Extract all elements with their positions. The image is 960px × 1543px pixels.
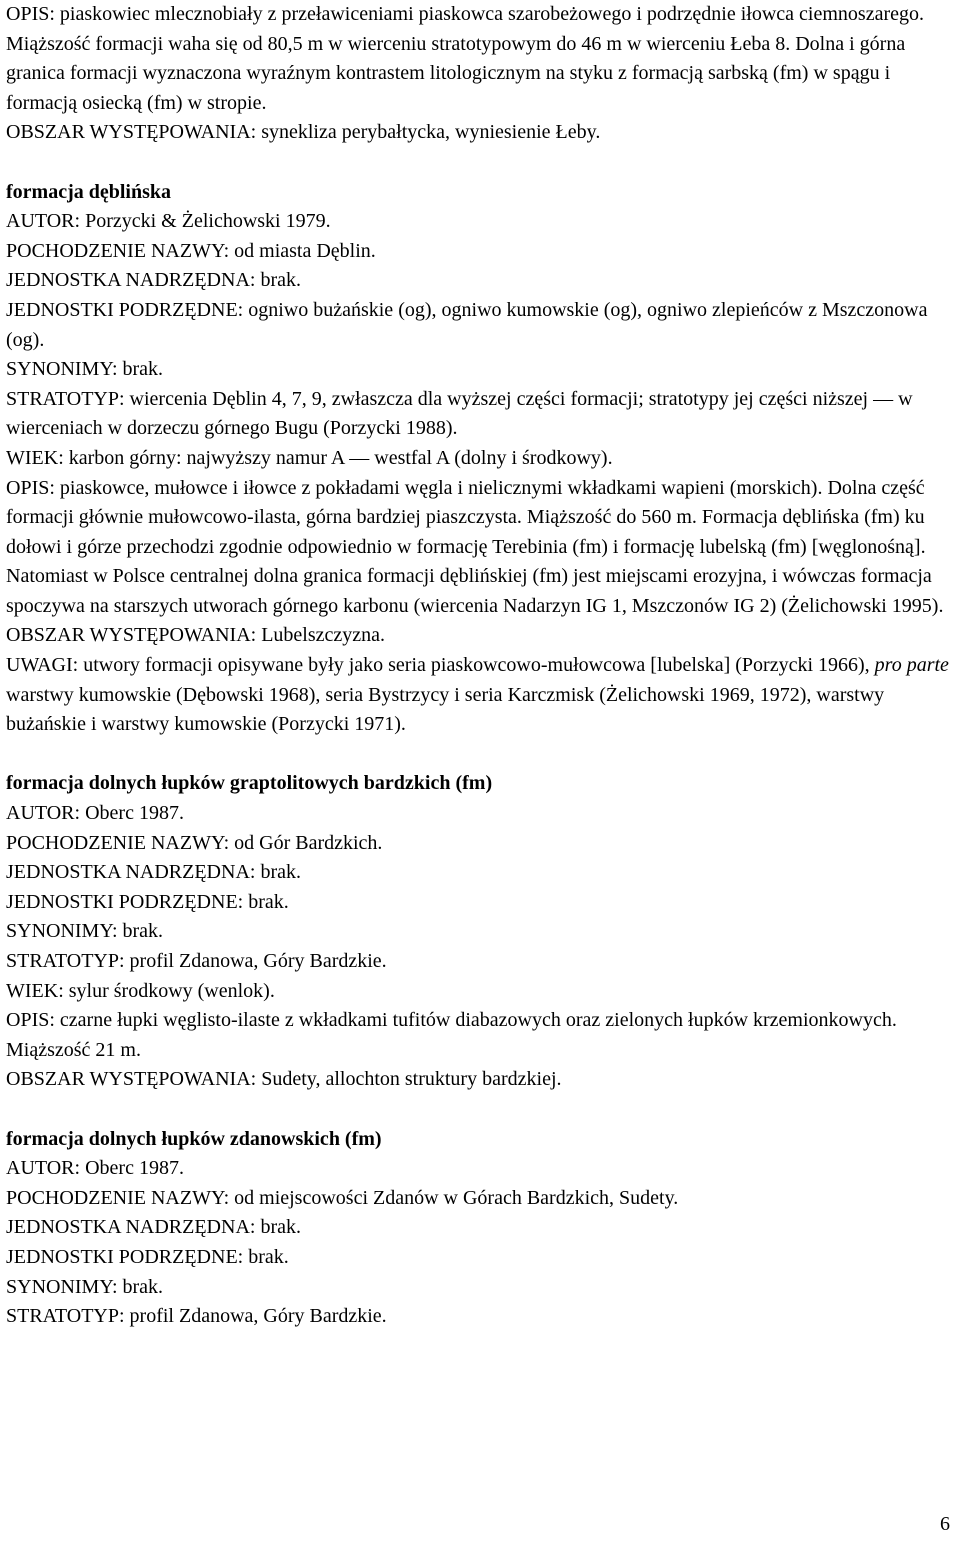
uwagi-paragraph <box>6 651 954 740</box>
stratotyp-line: STRATOTYP: profil Zdanowa, Góry Bardzkie. <box>6 950 387 972</box>
entry-title: formacja dolnych łupków zdanowskich (fm) <box>6 1127 382 1150</box>
pochodzenie-line: POCHODZENIE NAZWY: od miejscowości Zdanów w Górach Bardzkich, Sudety. <box>6 1186 679 1209</box>
synonimy-line: SYNONIMY: brak. <box>6 1275 164 1298</box>
entry-title: formacja dęblińska <box>6 180 171 203</box>
opis-paragraph: OPIS: piaskowiec mlecznobiały z przeławiceniami piaskowca szarobeżowego i podrzędnie iłowca ciemnoszarego. Miąższość formacji waha się od 80,5 m w wierceniu stratotypowym do 46 m w wierceniu Łeba 8. Dolna i górna granica formacji wyznaczona wyraźnym kontrastem litologicznym na styku z formacją sarbską (fm) w spągu i formacją osiecką (fm) w stropie. <box>6 3 924 114</box>
obszar-paragraph: OBSZAR WYSTĘPOWANIA: synekliza perybałtycka, wyniesienie Łeby. <box>6 121 601 144</box>
obszar-line: OBSZAR WYSTĘPOWANIA: Sudety, allochton struktury bardzkiej. <box>6 1068 562 1091</box>
uwagi-text-start: UWAGI: utwory formacji opisywane były jako seria piaskowcowo-mułowcowa [lubelska] (Porzycki 1966), <box>6 654 875 677</box>
synonimy-line: SYNONIMY: brak. <box>6 920 164 943</box>
stratotyp-line: STRATOTYP: profil Zdanowa, Góry Bardzkie. <box>6 1305 387 1328</box>
page-number: 6 <box>940 1513 950 1535</box>
entry-title: formacja dolnych łupków graptolitowych bardzkich (fm) <box>6 772 493 795</box>
opis-paragraph: OPIS: czarne łupki węglisto-ilaste z wkładkami tufitów diabazowych oraz zielonych łupków krzemionkowych. Miąższość 21 m. <box>6 1009 897 1061</box>
entry-formacja-dolnych-lupkow-graptolitowych <box>6 769 954 1095</box>
autor-line: AUTOR: Oberc 1987. <box>6 802 184 825</box>
jednostki-podrzedne-line: JEDNOSTKI PODRZĘDNE: brak. <box>6 890 289 913</box>
entry-formacja-deblinska <box>6 178 954 740</box>
uwagi-italic-phrase: pro parte <box>874 654 949 677</box>
synonimy-line: SYNONIMY: brak. <box>6 358 164 381</box>
jednostki-podrzedne-line: JEDNOSTKI PODRZĘDNE: ogniwo bużańskie (og), ogniwo kumowskie (og), ogniwo zlepieńców z Mszczonowa (og). <box>6 298 928 351</box>
jednostka-nadrzedna-line: JEDNOSTKA NADRZĘDNA: brak. <box>6 1216 301 1239</box>
wiek-line: WIEK: karbon górny: najwyższy namur A — westfal A (dolny i środkowy). <box>6 446 613 469</box>
opis-paragraph: OPIS: piaskowce, mułowce i iłowce z pokładami węgla i nielicznymi wkładkami wapieni (morskich). Dolna część formacji głównie mułowcowo-ilasta, górna bardziej piaszczysta. Miąższość do 560 m. Formacja dęblińska (fm) ku dołowi i górze przechodzi zgodnie odpowiednio w formację Terebinia (fm) i formację lubelską (fm) [węglonośną]. Natomiast w Polsce centralnej dolna granica formacji dęblińskiej (fm) jest miejscami erozyjna, i wówczas formacja spoczywa na starszych utworach górnego karbonu (wiercenia Nadarzyn IG 1, Mszczonów IG 2) (Żelichowski 1995). <box>6 476 944 617</box>
autor-line: AUTOR: Porzycki & Żelichowski 1979. <box>6 210 331 233</box>
spacer <box>6 148 954 178</box>
document-page <box>6 0 954 1332</box>
spacer <box>6 740 954 770</box>
jednostka-nadrzedna-line: JEDNOSTKA NADRZĘDNA: brak. <box>6 861 301 884</box>
spacer <box>6 1095 954 1125</box>
obszar-line: OBSZAR WYSTĘPOWANIA: Lubelszczyzna. <box>6 624 386 647</box>
uwagi-text-end: warstwy kumowskie (Dębowski 1968), seria Bystrzycy i seria Karczmisk (Żelichowski 1969, 1972), warstwy bużańskie i warstwy kumowskie (Porzycki 1971). <box>6 683 885 736</box>
jednostki-podrzedne-line: JEDNOSTKI PODRZĘDNE: brak. <box>6 1245 289 1268</box>
jednostka-nadrzedna-line: JEDNOSTKA NADRZĘDNA: brak. <box>6 269 301 292</box>
entry-formacja-dolnych-lupkow-zdanowskich <box>6 1125 954 1332</box>
stratotyp-line: STRATOTYP: wiercenia Dęblin 4, 7, 9, zwłaszcza dla wyższej części formacji; stratotypy jej części niższej — w wierceniach w dorzeczu górnego Bugu (Porzycki 1988). <box>6 387 913 440</box>
previous-entry-continuation <box>6 0 954 148</box>
autor-line: AUTOR: Oberc 1987. <box>6 1157 184 1180</box>
pochodzenie-line: POCHODZENIE NAZWY: od Gór Bardzkich. <box>6 831 383 854</box>
pochodzenie-line: POCHODZENIE NAZWY: od miasta Dęblin. <box>6 239 376 262</box>
wiek-line: WIEK: sylur środkowy (wenlok). <box>6 979 275 1002</box>
